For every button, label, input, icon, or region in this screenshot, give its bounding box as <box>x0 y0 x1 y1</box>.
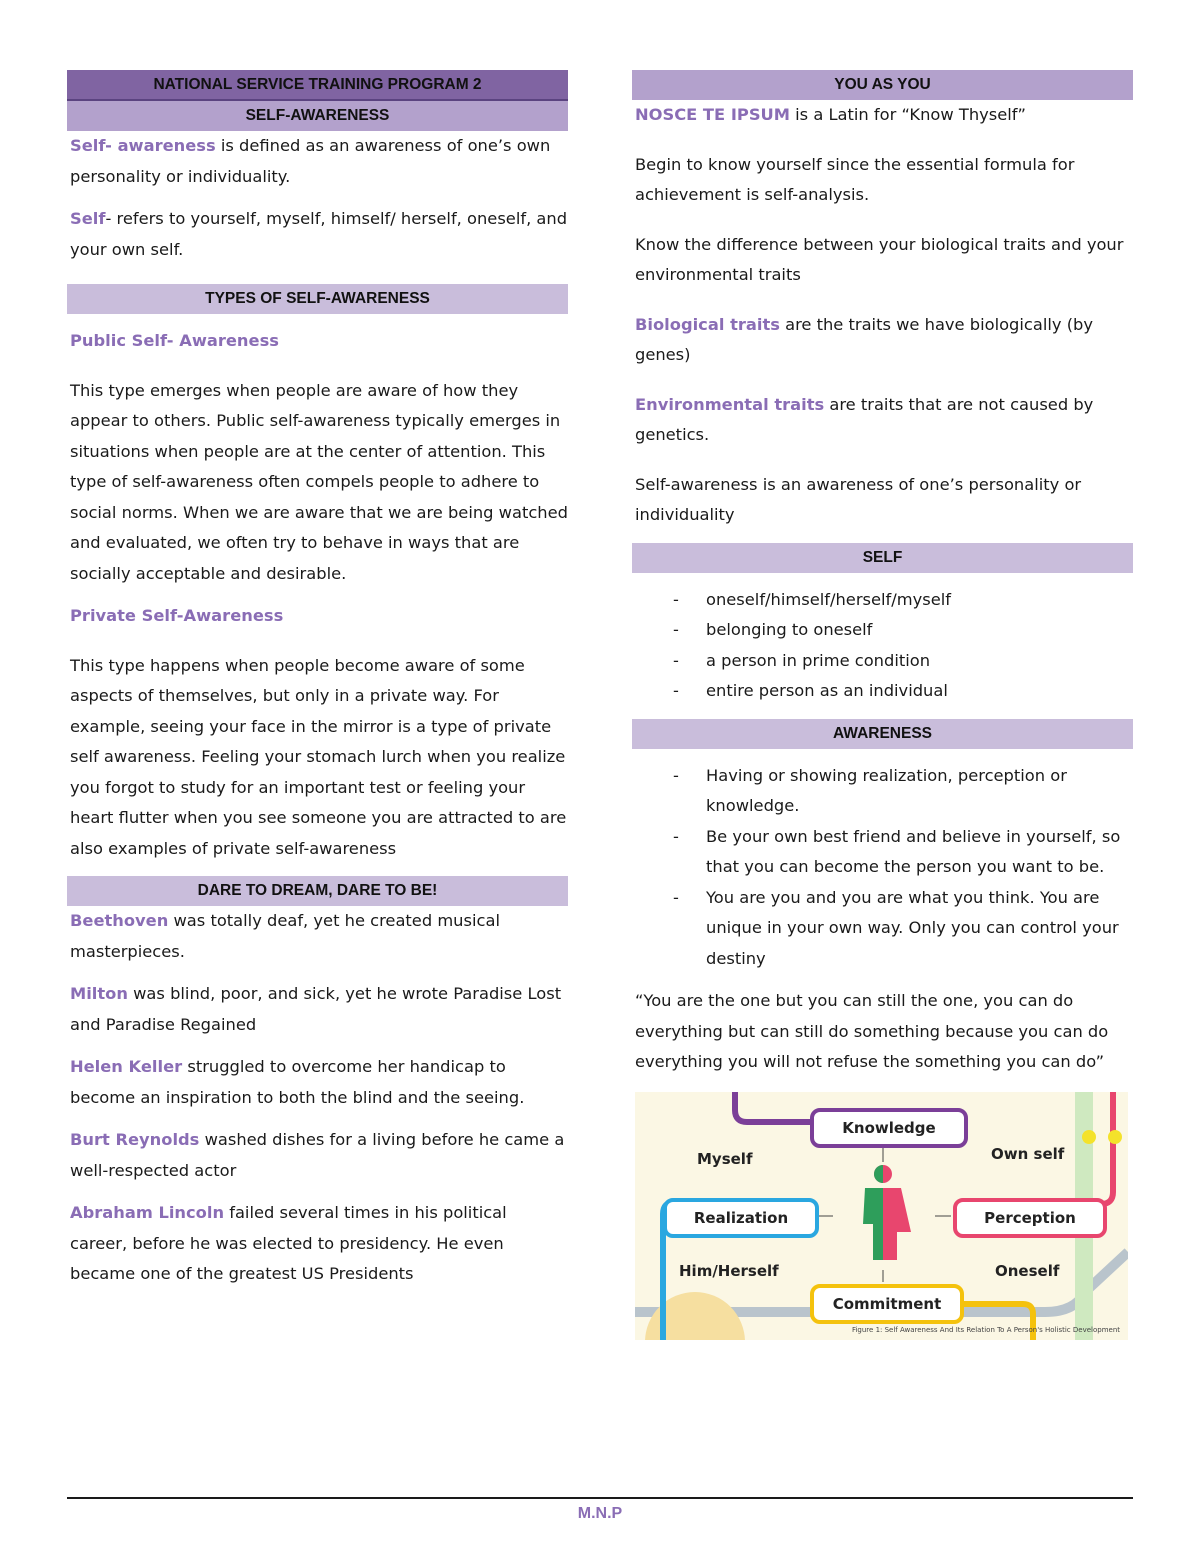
self-awareness-diagram <box>635 1092 1128 1340</box>
definition-self-awareness: Self- awareness is defined as an awareness of one’s own personality or individuality. <box>70 136 551 186</box>
quote: “You are the one but you can still the one, you can do everything but can still do something because you can do everything you will not refuse the something you can do” <box>635 991 1109 1071</box>
person-entry: Abraham Lincoln failed several times in his political career, before he was elected to presidency. He even became one of the greatest US Presidents <box>70 1203 507 1283</box>
list-item: - belonging to oneself <box>632 615 1133 646</box>
awareness-list <box>632 761 1133 975</box>
paragraph: Begin to know yourself since the essential formula for achievement is self-analysis. <box>635 154 1075 204</box>
person-entry: Beethoven was totally deaf, yet he created musical masterpieces. <box>70 911 500 961</box>
environmental-traits: Environmental traits are traits that are not caused by genetics. <box>635 394 1094 444</box>
dream-header: DARE TO DREAM, DARE TO BE! <box>67 876 568 906</box>
commitment-node: Commitment <box>810 1284 964 1324</box>
term: Self- awareness <box>70 136 216 155</box>
footer-rule <box>67 1497 1133 1499</box>
list-item: - oneself/himself/herself/myself <box>632 585 1133 616</box>
oneself-label: Oneself <box>995 1261 1060 1280</box>
program-title: NATIONAL SERVICE TRAINING PROGRAM 2 <box>67 70 568 101</box>
perception-node: Perception <box>953 1198 1107 1238</box>
types-header: TYPES OF SELF-AWARENESS <box>67 284 568 314</box>
own-self-label: Own self <box>991 1144 1065 1163</box>
myself-label: Myself <box>697 1149 753 1168</box>
him-herself-label: Him/Herself <box>679 1261 779 1280</box>
list-item: - Having or showing realization, perception or knowledge. <box>632 761 1133 822</box>
definition-self: Self- refers to yourself, myself, himself/ herself, oneself, and your own self. <box>70 209 568 259</box>
private-title: Private Self-Awareness <box>70 606 284 625</box>
figure-caption: Figure 1: Self Awareness And Its Relation To A Person's Holistic Development <box>851 1325 1120 1334</box>
nosce-line: NOSCE TE IPSUM is a Latin for “Know Thyself” <box>635 105 1026 124</box>
list-item: - a person in prime condition <box>632 646 1133 677</box>
public-text: This type emerges when people are aware of how they appear to others. Public self-awareness typically emerges in situations when people are at the center of attention. This type of self-awareness often compels people to adhere to social norms. When we are aware that we are being watched and evaluated, we often try to behave in ways that are socially acceptable and desirable. <box>70 380 568 583</box>
person-entry: Burt Reynolds washed dishes for a living before he came a well-respected actor <box>70 1130 565 1180</box>
person-entry: Helen Keller struggled to overcome her handicap to become an inspiration to both the blind and the seeing. <box>70 1057 525 1107</box>
footer-initials: M.N.P <box>577 1505 623 1522</box>
realization-node: Realization <box>663 1198 819 1238</box>
private-text: This type happens when people become aware of some aspects of themselves, but only in a private way. For example, seeing your face in the mirror is a type of private self awareness. Feeling your stomach lurch when you realize you forgot to study for an important test or feeling your heart flutter when you see someone you are attracted to are also examples of private self-awareness <box>70 655 567 858</box>
person-entry: Milton was blind, poor, and sick, yet he wrote Paradise Lost and Paradise Regained <box>70 984 562 1034</box>
term: Self <box>70 209 106 228</box>
biological-traits: Biological traits are the traits we have biologically (by genes) <box>635 314 1094 364</box>
right-column <box>632 70 1133 1340</box>
left-column <box>67 70 568 1290</box>
self-list <box>632 585 1133 707</box>
list-item: - You are you and you are what you think. You are unique in your own way. Only you can control your destiny <box>632 883 1133 975</box>
paragraph: Know the difference between your biological traits and your environmental traits <box>635 234 1124 284</box>
paragraph: Self-awareness is an awareness of one’s personality or individuality <box>635 474 1082 524</box>
list-item: - Be your own best friend and believe in yourself, so that you can become the person you want to be. <box>632 822 1133 883</box>
you-as-you-header: YOU AS YOU <box>632 70 1133 100</box>
self-header: SELF <box>632 543 1133 573</box>
public-title: Public Self- Awareness <box>70 331 279 350</box>
knowledge-node: Knowledge <box>810 1108 968 1148</box>
self-awareness-header: SELF-AWARENESS <box>67 101 568 131</box>
list-item: - entire person as an individual <box>632 676 1133 707</box>
awareness-header: AWARENESS <box>632 719 1133 749</box>
